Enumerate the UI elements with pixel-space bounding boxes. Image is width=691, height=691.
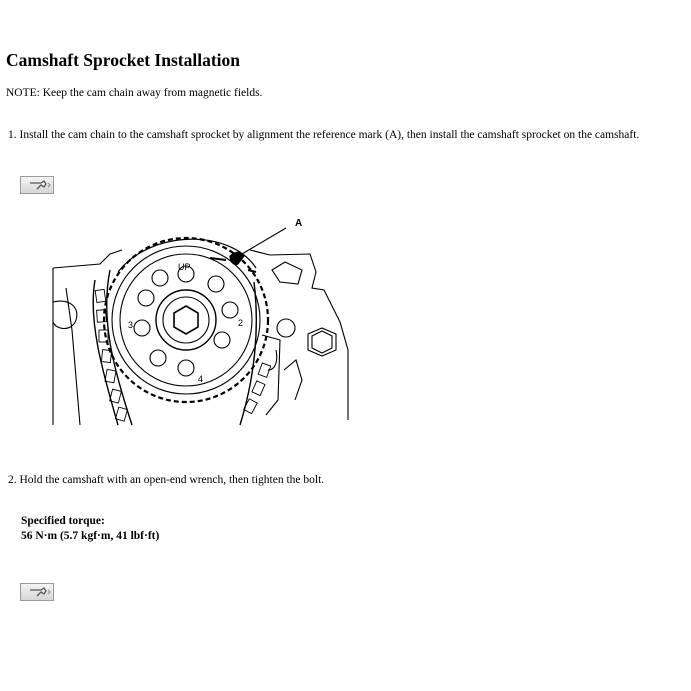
step-2-text: 2. Hold the camshaft with an open-end wrench, then tighten the bolt. xyxy=(8,474,325,486)
sprocket-mark-4: 4 xyxy=(198,374,204,384)
callout-label: A xyxy=(295,218,303,229)
wrench-icon xyxy=(21,177,53,193)
step-1-text: 1. Install the cam chain to the camshaft sprocket by alignment the reference mark (A), then install the camshaft sprocket on the camshaft. xyxy=(8,129,640,141)
torque-label: Specified torque: xyxy=(21,515,105,527)
camshaft-sprocket-diagram xyxy=(40,210,360,430)
sprocket-mark-2: 2 xyxy=(238,318,244,328)
wrench-icon xyxy=(21,584,53,600)
sprocket-mark-3: 3 xyxy=(128,320,134,330)
note-text: NOTE: Keep the cam chain away from magnetic fields. xyxy=(6,87,263,99)
torque-value: 56 N·m (5.7 kgf·m, 41 lbf·ft) xyxy=(21,530,160,542)
tool-button[interactable] xyxy=(20,176,54,194)
sprocket-mark-up: UP xyxy=(178,262,191,272)
tool-button[interactable] xyxy=(20,583,54,601)
page-title: Camshaft Sprocket Installation xyxy=(6,50,241,70)
